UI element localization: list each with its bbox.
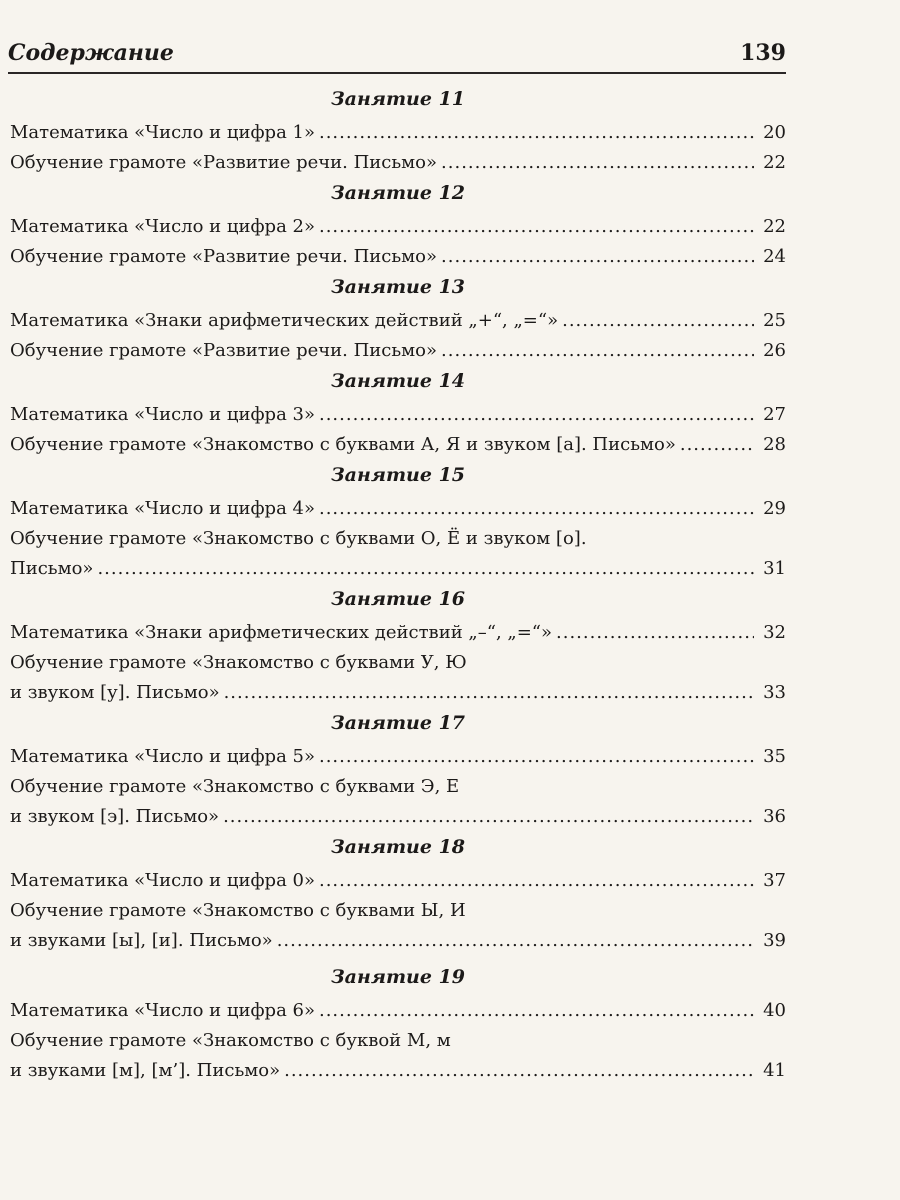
toc-entry[interactable] <box>10 742 786 772</box>
lesson-section <box>10 84 786 178</box>
lesson-section <box>10 366 786 460</box>
entry-page-number: 22 <box>763 216 786 237</box>
lesson-title: Занятие 17 <box>330 712 466 734</box>
entry-page-number: 41 <box>763 1060 786 1081</box>
toc-entry[interactable] <box>10 618 786 648</box>
entry-page-number: 20 <box>763 122 786 143</box>
lesson-section <box>10 962 786 1086</box>
section-title: Содержание <box>8 40 174 66</box>
dot-leader <box>97 554 754 584</box>
entry-title: Обучение грамоте «Знакомство с буквами А, Я и звуком [а]. Письмо» <box>10 434 676 455</box>
dot-leader <box>441 242 754 272</box>
dot-leader <box>319 866 754 896</box>
entry-page-number: 24 <box>763 246 786 267</box>
entry-title: Математика «Число и цифра 6» <box>10 1000 315 1021</box>
toc-entry[interactable] <box>10 400 786 430</box>
lesson-title: Занятие 13 <box>330 276 466 298</box>
entry-page-number: 40 <box>763 1000 786 1021</box>
dot-leader <box>319 996 754 1026</box>
entry-title: Математика «Число и цифра 5» <box>10 746 315 767</box>
lesson-title: Занятие 14 <box>330 370 466 392</box>
dot-leader <box>562 306 754 336</box>
dot-leader <box>556 618 754 648</box>
toc-entry[interactable] <box>10 926 786 956</box>
entry-title: и звуком [у]. Письмо» <box>10 682 220 703</box>
toc-entry[interactable] <box>10 118 786 148</box>
toc-entry[interactable] <box>10 772 786 802</box>
dot-leader <box>319 400 754 430</box>
entry-page-number: 22 <box>763 152 786 173</box>
entry-title: Письмо» <box>10 558 94 579</box>
dot-leader <box>223 802 754 832</box>
lesson-section <box>10 272 786 366</box>
toc-entry[interactable] <box>10 896 786 926</box>
entry-page-number: 37 <box>763 870 786 891</box>
dot-leader <box>319 212 754 242</box>
dot-leader <box>319 494 754 524</box>
dot-leader <box>441 336 754 366</box>
entry-title: и звуками [ы], [и]. Письмо» <box>10 930 273 951</box>
entry-page-number: 28 <box>763 434 786 455</box>
toc-entry[interactable] <box>10 554 786 584</box>
lesson-title: Занятие 19 <box>330 966 466 988</box>
entry-title: Математика «Знаки арифметических действий „+“, „=“» <box>10 310 559 331</box>
dot-leader <box>319 118 754 148</box>
toc-entry[interactable] <box>10 802 786 832</box>
entry-page-number: 31 <box>763 558 786 579</box>
entry-title: Математика «Число и цифра 1» <box>10 122 315 143</box>
entry-title: Обучение грамоте «Развитие речи. Письмо» <box>10 340 438 361</box>
dot-leader <box>277 926 754 956</box>
dot-leader <box>441 148 754 178</box>
toc-entry[interactable] <box>10 242 786 272</box>
lesson-section <box>10 460 786 584</box>
lesson-title: Занятие 16 <box>330 588 466 610</box>
entry-title: Математика «Число и цифра 4» <box>10 498 315 519</box>
entry-title: Обучение грамоте «Знакомство с буквами Ы, И <box>10 900 466 921</box>
entry-title: Обучение грамоте «Знакомство с буквами О, Ё и звуком [о]. <box>10 528 587 549</box>
entry-page-number: 25 <box>763 310 786 331</box>
toc-entry[interactable] <box>10 1056 786 1086</box>
dot-leader <box>284 1056 754 1086</box>
page-number: 139 <box>740 40 786 66</box>
toc-entry[interactable] <box>10 212 786 242</box>
toc-entry[interactable] <box>10 648 786 678</box>
entry-title: Обучение грамоте «Знакомство с буквой М, м <box>10 1030 451 1051</box>
toc-entry[interactable] <box>10 148 786 178</box>
entry-page-number: 39 <box>763 930 786 951</box>
entry-title: Обучение грамоте «Развитие речи. Письмо» <box>10 246 438 267</box>
toc-entry[interactable] <box>10 430 786 460</box>
page-header <box>8 38 786 74</box>
toc-entry[interactable] <box>10 866 786 896</box>
lesson-title: Занятие 11 <box>330 88 466 110</box>
entry-title: Обучение грамоте «Знакомство с буквами У, Ю <box>10 652 467 673</box>
entry-title: Математика «Знаки арифметических действий „–“, „=“» <box>10 622 553 643</box>
toc-entry[interactable] <box>10 1026 786 1056</box>
entry-title: и звуками [м], [м’]. Письмо» <box>10 1060 281 1081</box>
entry-title: Математика «Число и цифра 2» <box>10 216 315 237</box>
toc-entry[interactable] <box>10 494 786 524</box>
dot-leader <box>680 430 754 460</box>
entry-title: Математика «Число и цифра 3» <box>10 404 315 425</box>
entry-title: Обучение грамоте «Знакомство с буквами Э, Е <box>10 776 460 797</box>
entry-page-number: 32 <box>763 622 786 643</box>
toc-entry[interactable] <box>10 306 786 336</box>
lesson-title: Занятие 12 <box>330 182 466 204</box>
entry-page-number: 29 <box>763 498 786 519</box>
toc-entry[interactable] <box>10 336 786 366</box>
entry-page-number: 26 <box>763 340 786 361</box>
toc-entry[interactable] <box>10 996 786 1026</box>
dot-leader <box>319 742 754 772</box>
lesson-section <box>10 178 786 272</box>
lesson-section <box>10 584 786 708</box>
entry-page-number: 33 <box>763 682 786 703</box>
toc-entry[interactable] <box>10 524 786 554</box>
lesson-title: Занятие 15 <box>330 464 466 486</box>
dot-leader <box>224 678 754 708</box>
entry-page-number: 35 <box>763 746 786 767</box>
entry-page-number: 27 <box>763 404 786 425</box>
toc-entry[interactable] <box>10 678 786 708</box>
lesson-title: Занятие 18 <box>330 836 466 858</box>
entry-title: Обучение грамоте «Развитие речи. Письмо» <box>10 152 438 173</box>
table-of-contents <box>10 84 786 1086</box>
lesson-section <box>10 832 786 956</box>
lesson-section <box>10 708 786 832</box>
entry-page-number: 36 <box>763 806 786 827</box>
entry-title: и звуком [э]. Письмо» <box>10 806 220 827</box>
entry-title: Математика «Число и цифра 0» <box>10 870 315 891</box>
